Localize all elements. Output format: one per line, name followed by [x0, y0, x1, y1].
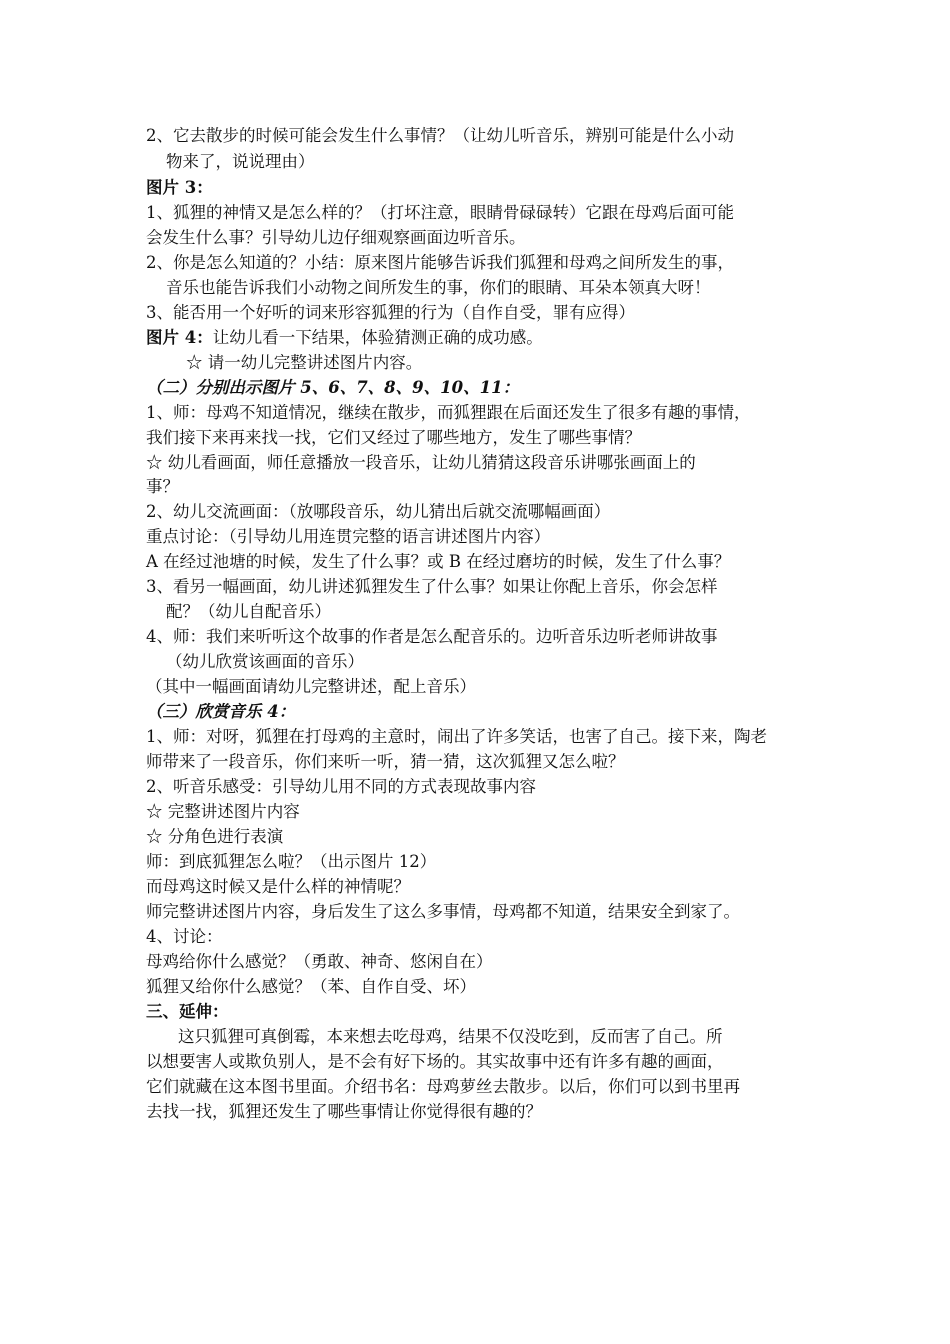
section-heading: 图片 4：	[146, 328, 213, 347]
text-line: 3、能否用一个好听的词来形容狐狸的行为（自作自受，罪有应得）	[146, 303, 635, 322]
text-line: ☆ 幼儿看画面，师任意播放一段音乐，让幼儿猜猜这段音乐讲哪张画面上的	[146, 453, 696, 472]
text-line: 物来了，说说理由）	[166, 152, 315, 171]
text-line: 2、你是怎么知道的？小结：原来图片能够告诉我们狐狸和母鸡之间所发生的事，	[146, 253, 734, 272]
text-line: 母鸡给你什么感觉？（勇敢、神奇、悠闲自在）	[146, 952, 493, 971]
text-line: 狐狸又给你什么感觉？（苯、自作自受、坏）	[146, 977, 476, 996]
text-line: 1、师：对呀，狐狸在打母鸡的主意时，闹出了许多笑话，也害了自己。接下来，陶老	[146, 727, 767, 746]
text-line: 2、幼儿交流画面：（放哪段音乐，幼儿猜出后就交流哪幅画面）	[146, 502, 611, 521]
text-line: 这只狐狸可真倒霉，本来想去吃母鸡，结果不仅没吃到，反而害了自己。所	[178, 1027, 723, 1046]
text-line: 师：到底狐狸怎么啦？（出示图片 12）	[146, 852, 437, 871]
text-line: ☆ 请一幼儿完整讲述图片内容。	[186, 353, 423, 372]
text-line: 重点讨论：（引导幼儿用连贯完整的语言讲述图片内容）	[146, 527, 551, 546]
text-line: A 在经过池塘的时候，发生了什么事？或 B 在经过磨坊的时候，发生了什么事？	[146, 552, 731, 571]
text-line: 而母鸡这时候又是什么样的神情呢？	[146, 877, 410, 896]
text-line: 事？	[146, 477, 179, 496]
text-line: ☆ 分角色进行表演	[146, 827, 284, 846]
text-line: ☆ 完整讲述图片内容	[146, 802, 300, 821]
section-heading: 图片 3：	[146, 178, 213, 197]
section-heading: 三、延伸：	[146, 1002, 229, 1021]
text-line: 会发生什么事？引导幼儿边仔细观察画面边听音乐。	[146, 228, 526, 247]
text-line: 1、师：母鸡不知道情况，继续在散步，而狐狸跟在后面还发生了很多有趣的事情，	[146, 403, 751, 422]
text-line: 师完整讲述图片内容，身后发生了这么多事情，母鸡都不知道，结果安全到家了。	[146, 902, 740, 921]
text-line	[146, 326, 816, 350]
text-line: 以想要害人或欺负别人，是不会有好下场的。其实故事中还有许多有趣的画面，	[146, 1052, 724, 1071]
text-fragment: 让幼儿看一下结果，体验猜测正确的成功感。	[212, 328, 543, 347]
text-line: 配？（幼儿自配音乐）	[166, 602, 331, 621]
section-heading: （三）欣赏音乐 4：	[146, 702, 296, 721]
text-line: 音乐也能告诉我们小动物之间所发生的事，你们的眼睛、耳朵本领真大呀！	[166, 278, 711, 297]
text-line: 2、听音乐感受：引导幼儿用不同的方式表现故事内容	[146, 777, 536, 796]
text-line: 2、它去散步的时候可能会发生什么事情？（让幼儿听音乐，辨别可能是什么小动	[146, 126, 734, 145]
text-line: 3、看另一幅画面，幼儿讲述狐狸发生了什么事？如果让你配上音乐，你会怎样	[146, 577, 718, 596]
text-line: 1、狐狸的神情又是怎么样的？（打坏注意，眼睛骨碌碌转）它跟在母鸡后面可能	[146, 203, 734, 222]
text-line: 4、讨论：	[146, 927, 223, 946]
text-line: 它们就藏在这本图书里面。介绍书名：母鸡萝丝去散步。以后，你们可以到书里再	[146, 1077, 740, 1096]
text-line: （幼儿欣赏该画面的音乐）	[166, 652, 364, 671]
text-line: 4、师：我们来听听这个故事的作者是怎么配音乐的。边听音乐边听老师讲故事	[146, 627, 718, 646]
text-line: 去找一找，狐狸还发生了哪些事情让你觉得很有趣的？	[146, 1102, 542, 1121]
section-heading: （二）分别出示图片 5、6、7、8、9、10、11：	[146, 378, 520, 397]
text-line: 师带来了一段音乐，你们来听一听，猜一猜，这次狐狸又怎么啦？	[146, 752, 625, 771]
text-line: 我们接下来再来找一找，它们又经过了哪些地方，发生了哪些事情？	[146, 428, 641, 447]
text-line: （其中一幅画面请幼儿完整讲述，配上音乐）	[146, 677, 476, 696]
